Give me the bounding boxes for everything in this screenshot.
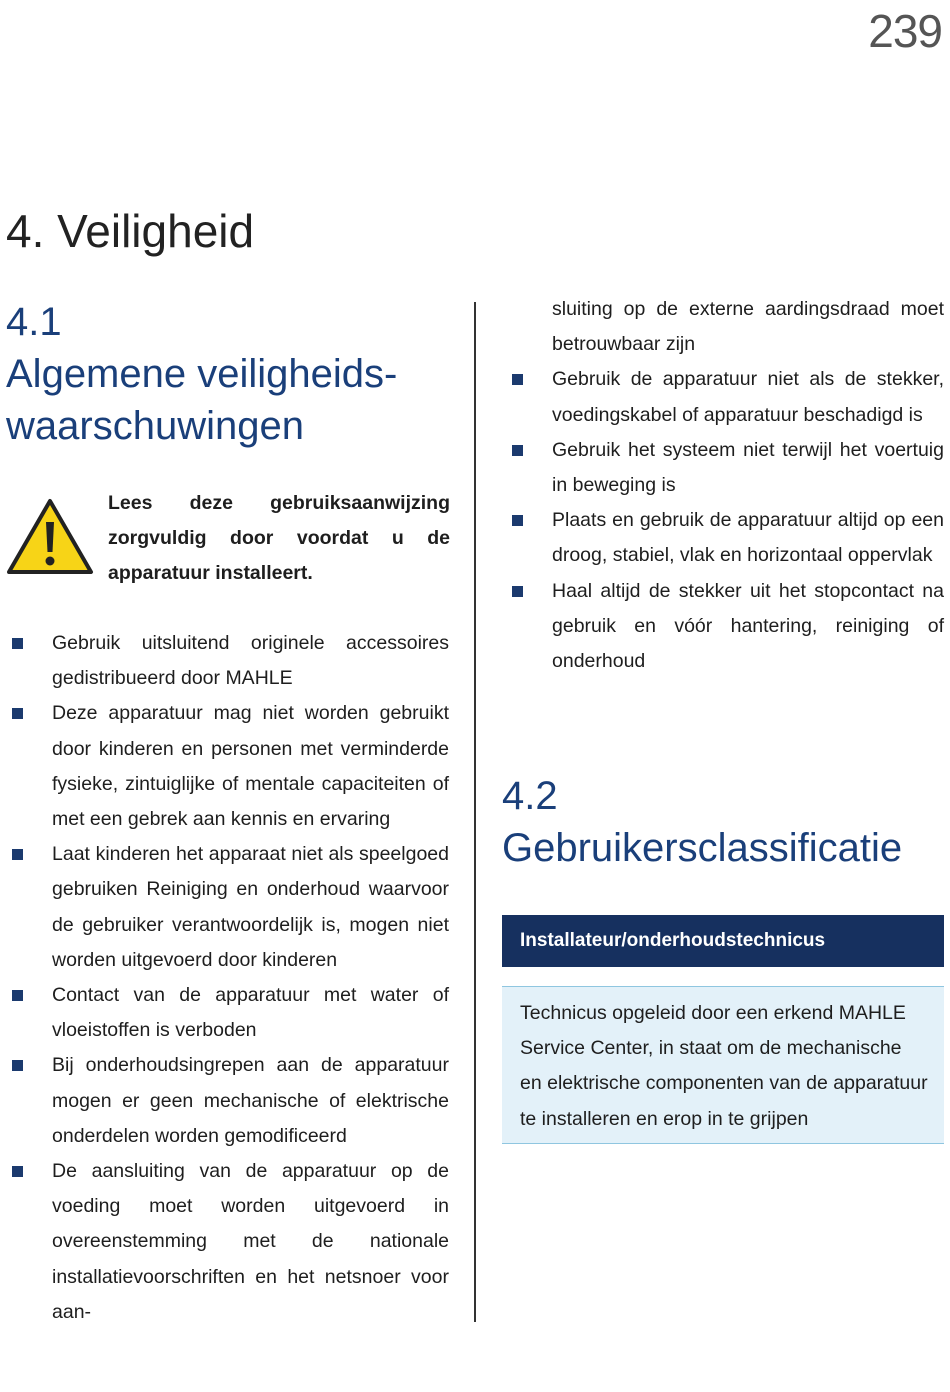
bullet-square-icon [512, 515, 523, 526]
bullet-square-icon [512, 586, 523, 597]
section-heading-4-1 [6, 296, 426, 452]
section-title: Algemene veiligheids-waarschuwingen [6, 352, 398, 448]
list-item-text: Bij onderhoudsingrepen aan de apparatuur mogen er geen mechanische of elektrische onderdelen worden gemodificeerd [52, 1054, 449, 1147]
warning-triangle-icon [6, 498, 94, 576]
list-item-text: Gebruik het systeem niet terwijl het voertuig in beweging is [552, 438, 944, 497]
column-divider [474, 302, 476, 1322]
role-description: Technicus opgeleid door een erkend MAHLE Service Center, in staat om de mechanische en elektrische componenten van de apparatuur te installeren en erop in te grijpen [502, 986, 944, 1144]
list-item [6, 1154, 449, 1330]
bullet-square-icon [12, 849, 23, 860]
bullet-square-icon [512, 374, 523, 385]
bullet-square-icon [12, 638, 23, 649]
list-item-text: Plaats en gebruik de apparatuur altijd op een droog, stabiel, vlak en horizontaal oppervlak [552, 509, 944, 567]
page-number: 239 [868, 5, 942, 57]
chapter-title: 4. Veiligheid [6, 205, 255, 257]
safety-list-right [506, 292, 944, 679]
list-item-text: Laat kinderen het apparaat niet als speelgoed gebruiken Reiniging en onderhoud waarvoor de gebruiker verantwoordelijk is, mogen niet worden uitgevoerd door kinderen [52, 843, 449, 971]
list-item [6, 837, 449, 978]
list-item-text: Gebruik de apparatuur niet als de stekker, voedingskabel of apparatuur beschadigd is [552, 368, 944, 426]
list-item [6, 696, 449, 837]
list-item-text: Contact van de apparatuur met water of vloeistoffen is verboden [52, 984, 449, 1042]
list-item [506, 362, 944, 432]
list-item [6, 978, 449, 1048]
safety-list-left [6, 626, 449, 1330]
bullet-square-icon [12, 1166, 23, 1177]
list-item [6, 626, 449, 696]
role-header: Installateur/onderhoudstechnicus [502, 915, 944, 967]
list-item-text: sluiting op de externe aardingsdraad moet betrouwbaar zijn [552, 298, 944, 356]
section-number: 4.2 [502, 774, 558, 818]
section-heading-4-2 [502, 770, 942, 874]
list-item [506, 433, 944, 503]
bullet-square-icon [512, 445, 523, 456]
list-item [6, 1048, 449, 1154]
warning-text: Lees deze gebruiksaanwijzing zorgvuldig door voordat u de apparatuur installeert. [108, 492, 450, 584]
bullet-square-icon [12, 990, 23, 1001]
list-item-text: Deze apparatuur mag niet worden gebruikt door kinderen en personen met verminderde fysieke, zintuiglijke of mentale capaciteiten of met een gebrek aan kennis en ervaring [52, 702, 449, 831]
list-item-text: Gebruik uitsluitend originele accessoires gedistribueerd door MAHLE [52, 632, 449, 690]
bullet-square-icon [12, 1060, 23, 1071]
section-title: Gebruikersclassificatie [502, 826, 903, 870]
list-item-text: Haal altijd de stekker uit het stopcontact na gebruik en vóór hantering, reiniging of onderhoud [552, 579, 944, 673]
list-item-continuation [506, 292, 944, 362]
list-item [506, 503, 944, 573]
section-number: 4.1 [6, 300, 62, 344]
bullet-square-icon [12, 708, 23, 719]
list-item-text: De aansluiting van de apparatuur op de voeding moet worden uitgevoerd in overeenstemming met de nationale installatievoorschriften en het netsnoer voor aan- [52, 1160, 449, 1323]
list-item [506, 574, 944, 680]
